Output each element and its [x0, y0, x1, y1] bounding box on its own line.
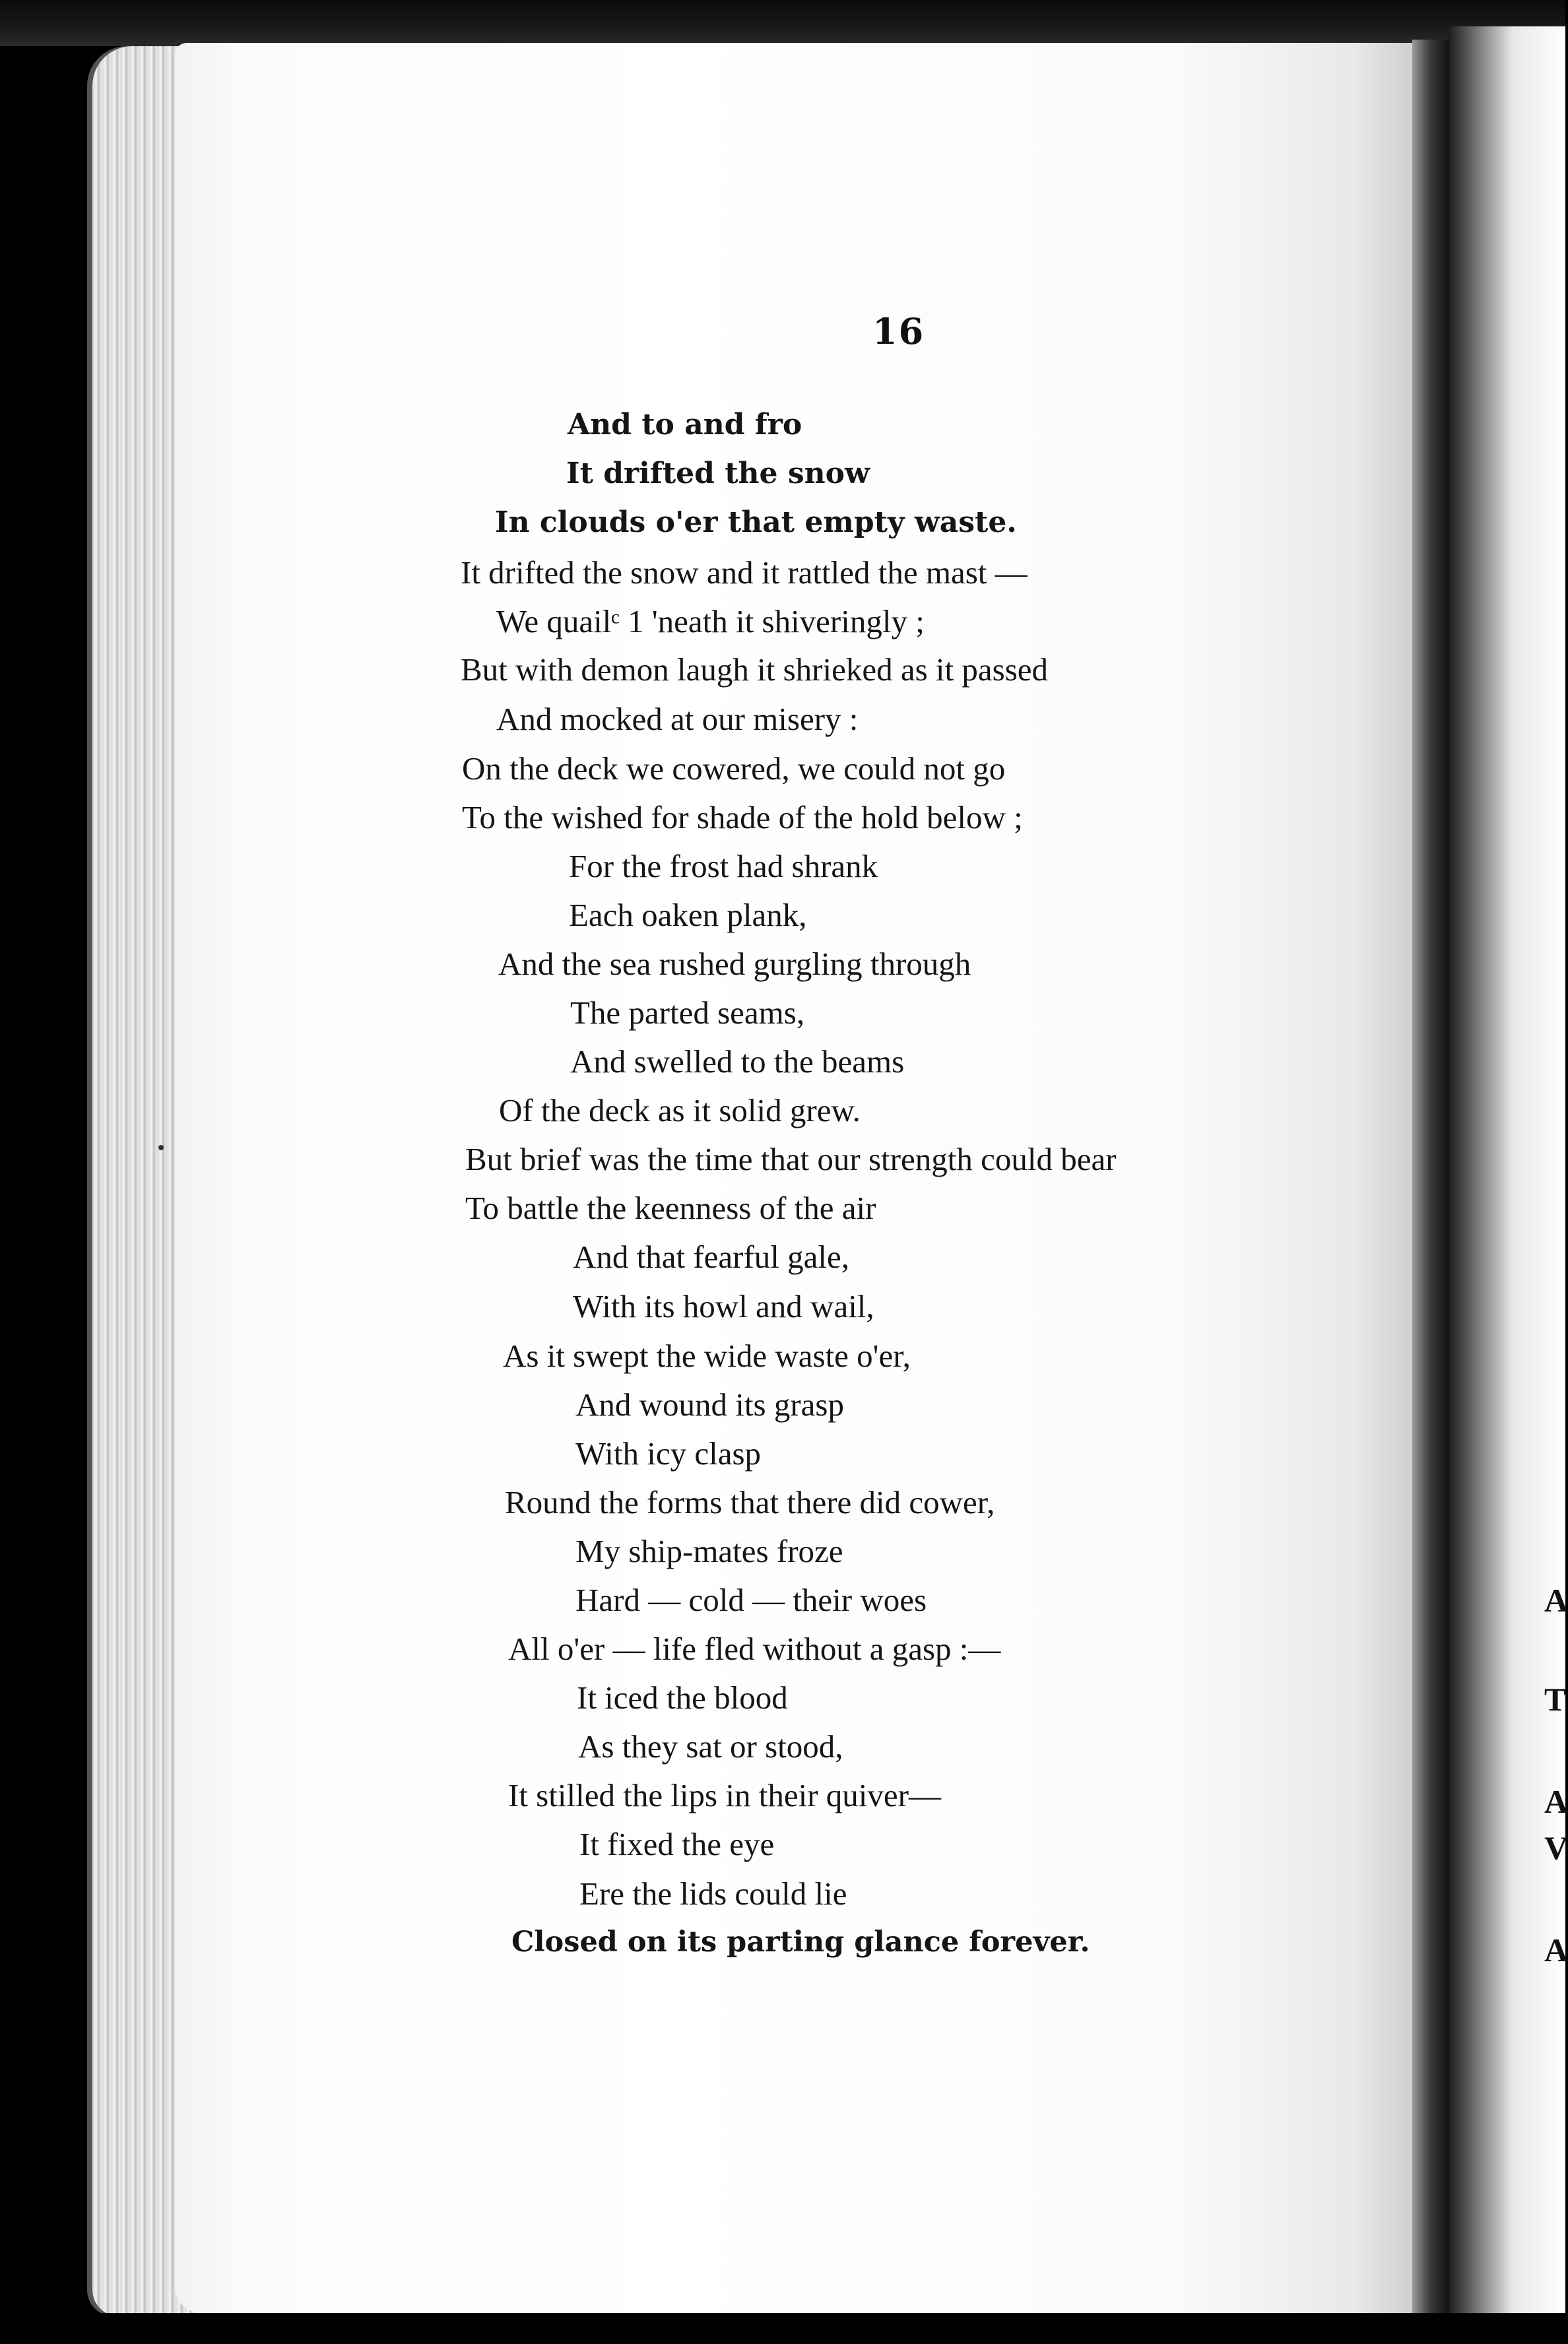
- poem-line: In clouds o'er that empty waste.: [495, 505, 1017, 539]
- poem-line: And the sea rushed gurgling through: [498, 946, 971, 982]
- poem-line: But with demon laugh it shrieked as it passed: [461, 651, 1049, 688]
- poem-line: We quailᶜ 1 'neath it shiveringly ;: [496, 603, 925, 639]
- poem-line: To battle the keenness of the air: [465, 1190, 876, 1226]
- book-page: [175, 43, 1429, 2313]
- scan-top-edge: [0, 0, 1565, 46]
- poem-line: As they sat or stood,: [578, 1728, 843, 1765]
- poem-line: But brief was the time that our strength could bear: [465, 1141, 1117, 1177]
- poem-line: As it swept the wide waste o'er,: [503, 1338, 911, 1374]
- poem-line: Ere the lids could lie: [579, 1875, 847, 1912]
- poem-line: Round the forms that there did cower,: [505, 1484, 995, 1520]
- poem-line: It drifted the snow and it rattled the mast —: [461, 554, 1028, 591]
- facing-letter: V: [1544, 1829, 1568, 1866]
- poem-line: With icy clasp: [575, 1435, 762, 1472]
- page-number: 16: [872, 310, 925, 352]
- poem-line: It stilled the lips in their quiver—: [508, 1777, 941, 1813]
- poem-line: Closed on its parting glance forever.: [511, 1926, 1090, 1959]
- poem-line: And swelled to the beams: [570, 1043, 905, 1080]
- poem-line: All o'er — life fled without a gasp :—: [508, 1631, 1001, 1667]
- poem-line: To the wished for shade of the hold below ;: [462, 799, 1023, 835]
- facing-letter: A: [1544, 1932, 1568, 1969]
- poem-line: It drifted the snow: [566, 457, 870, 490]
- poem-line: Each oaken plank,: [569, 897, 807, 933]
- poem-line: And to and fro: [568, 408, 802, 441]
- facing-letter: A: [1544, 1582, 1568, 1619]
- poem-line: With its howl and wail,: [573, 1288, 874, 1324]
- facing-letter: A: [1544, 1783, 1568, 1820]
- scan-bottom-edge: [0, 2313, 1565, 2344]
- poem-line: Hard — cold — their woes: [575, 1582, 927, 1618]
- poem-line: And that fearful gale,: [573, 1239, 850, 1275]
- poem-line: Of the deck as it solid grew.: [499, 1092, 861, 1128]
- poem-line: The parted seams,: [570, 994, 805, 1031]
- poem-line: For the frost had shrank: [569, 848, 878, 884]
- facing-page-fragment: [1449, 26, 1565, 2323]
- margin-speck: [158, 1145, 164, 1150]
- poem-line: My ship-mates froze: [575, 1533, 843, 1569]
- poem-line: It iced the blood: [577, 1679, 788, 1716]
- poem-line: And wound its grasp: [575, 1386, 844, 1423]
- poem-line: On the deck we cowered, we could not go: [462, 750, 1006, 787]
- gutter-shadow: [1412, 40, 1452, 2323]
- poem-line: And mocked at our misery :: [496, 701, 859, 737]
- poem-line: It fixed the eye: [579, 1826, 775, 1862]
- facing-letter: T: [1544, 1681, 1567, 1718]
